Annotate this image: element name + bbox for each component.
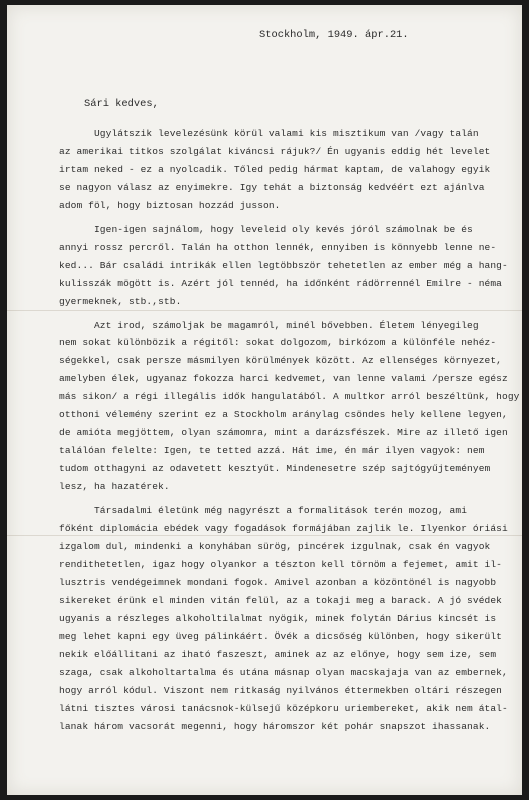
text-line: amelyben élek, ugyanaz fokozza harci kedvemet, van lenne valami /persze egész (59, 373, 508, 385)
text-line: szaga, csak alkoholtartalma és utána másnap olyan macskajaja van az embernek, (59, 666, 508, 678)
text-line: rendithetetlen, igaz hogy olyankor a tészton kell törnöm a fejemet, amit il- (59, 558, 503, 570)
text-line: Társadalmi életünk még nagyrészt a formalitások terén mozog, ami (59, 505, 468, 517)
text-line: otthoni vélemény szerint ez a Stockholm aránylag csöndes hely kellene legyen, (59, 409, 508, 421)
text-line: adom föl, hogy biztosan hozzád jusson. (59, 199, 281, 211)
letter-body (59, 125, 520, 741)
text-line: ked... Bár családi intrikák ellen legtöbbször tehetetlen az ember még a hang- (59, 259, 508, 271)
letter-salutation: Sári kedves, (84, 98, 159, 110)
text-line: az amerikai titkos szolgálat kiváncsi rájuk?/ Én ugyanis eddig hét levelet (59, 145, 491, 157)
text-line: nem sokat különbözik a régitől: sokat dolgozom, birkózom a különféle nehéz- (59, 337, 497, 349)
text-line: de amióta megjöttem, olyan számomra, mint a darázsfészek. Mire az illető igen (59, 427, 508, 439)
letter-paragraph (59, 502, 514, 735)
text-line: kulisszák mögött is. Azért jól tennéd, ha időnként rádörrennél Emilre - néma (59, 277, 503, 289)
text-line: Igen-igen sajnálom, hogy leveleid oly kevés jóról számolnak be és (59, 223, 473, 235)
text-line: főként diplomácia ebédek vagy fogadások formájában zajlik le. Ilyenkor óriási (59, 523, 508, 535)
text-line: lesz, ha hazatérek. (59, 481, 170, 493)
text-line: találóan felelte: Igen, te tetted azzá. Hát ime, én már ilyen vagyok: nem (59, 445, 485, 457)
letter-paragraph (59, 317, 520, 497)
letter-page (7, 5, 522, 795)
text-line: más sikon/ a régi illegális idők hangulatából. A multkor arról beszéltünk, hogy (59, 391, 520, 403)
letter-date: Stockholm, 1949. ápr.21. (259, 29, 409, 41)
text-line: ugyanis a részleges alkoholtilalmat nyögik, minek folytán Dárius kincsét is (59, 612, 497, 624)
text-line: gyermeknek, stb.,stb. (59, 295, 182, 307)
text-line: sikereket érünk el minden vitán felül, az a tokaji meg a barack. A jó svédek (59, 594, 503, 606)
text-line: annyi rossz percről. Talán ha otthon lennék, ennyiben is könnyebb lenne ne- (59, 241, 497, 253)
text-line: se nagyon válasz az enyimekre. Igy tehát a biztonság kedvéért ezt ajánlva (59, 181, 485, 193)
text-line: Ugylátszik levelezésünk körül valami kis misztikum van /vagy talán (59, 128, 479, 139)
text-line: meg lehet kapni egy üveg pálinkáért. Övék a dicsőség különben, hogy sikerült (59, 630, 503, 642)
text-line: lusztris vendégeimnek mondani fogok. Amivel azonban a közöntönél is nagyobb (59, 576, 497, 588)
text-line: ségekkel, csak persze másmilyen körülmények között. Az ellenséges környezet, (59, 355, 503, 367)
text-line: nekik előállitani az iható faszeszt, aminek az az előnye, hogy sem ize, sem (59, 648, 497, 660)
text-line: Azt irod, számoljak be magamról, minél bővebben. Életem lényegileg (59, 319, 479, 331)
letter-paragraph (59, 125, 514, 215)
text-line: irtam neked - ez a nyolcadik. Tőled pedig hármat kaptam, de valahogy egyik (59, 163, 491, 175)
text-line: lanak három vacsorát megenni, hogy háromszor két pohár snapszot ihassanak. (59, 720, 491, 732)
text-line: tudom otthagyni az odavetett kesztyűt. Mindenesetre szép sajtógyűjteményem (59, 463, 491, 475)
text-line: hogy arról kódul. Viszont nem ritkaság nyilvános éttermekben oltári részegen (59, 684, 503, 696)
text-line: látni tisztes városi tanácsnok-külsejű középkoru uriembereket, akik nem átal- (59, 702, 508, 714)
text-line: izgalom dul, mindenki a konyhában sürög, pincérek izgulnak, csak én vagyok (59, 540, 491, 552)
letter-paragraph (59, 221, 514, 311)
